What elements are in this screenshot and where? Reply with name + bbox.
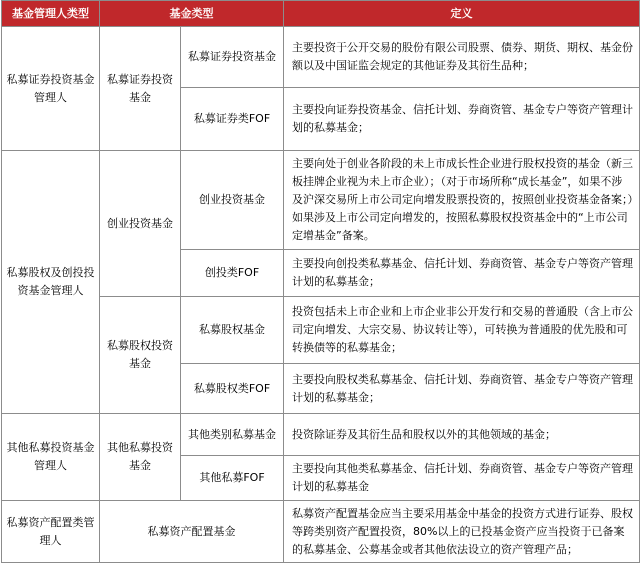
definition-pe-fund: 投资包括未上市企业和上市企业非公开发行和交易的普通股（含上市公司定向增发、大宗交易、协议转让等），可转换为普通股的优先股和可转换债等的私募基金；	[284, 297, 640, 364]
subtype-pe-fund: 私募股权基金	[181, 297, 284, 364]
subtype-other-fof: 其他私募FOF	[181, 456, 284, 501]
definition-pe-fof: 主要投向股权类私募基金、信托计划、券商资管、基金专户等资产管理计划的私募基金；	[284, 364, 640, 414]
subtype-securities-fund: 私募证券投资基金	[181, 27, 284, 88]
definition-securities-fund: 主要投资于公开交易的股份有限公司股票、债券、期货、期权、基金份额以及中国证监会规定的其他证券及其衍生品种；	[284, 27, 640, 88]
definition-other-fund: 投资除证券及其衍生品和股权以外的其他领域的基金；	[284, 414, 640, 456]
manager-type-asset-allocation: 私募资产配置类管理人	[2, 501, 100, 563]
definition-vc-fof: 主要投向创投类私募基金、信托计划、券商资管、基金专户等资产管理计划的私募基金；	[284, 250, 640, 297]
definition-other-fof: 主要投向其他类私募基金、信托计划、券商资管、基金专户等资产管理计划的私募基金	[284, 456, 640, 501]
subtype-vc-fof: 创投类FOF	[181, 250, 284, 297]
table-header-row	[2, 1, 640, 27]
manager-type-securities: 私募证券投资基金管理人	[2, 27, 100, 151]
definition-securities-fof: 主要投向证券投资基金、信托计划、券商资管、基金专户等资产管理计划的私募基金；	[284, 88, 640, 151]
header-definition: 定义	[284, 1, 640, 27]
definition-asset-allocation: 私募资产配置基金应当主要采用基金中基金的投资方式进行证券、股权等跨类别资产配置投资，80%以上的已投基金资产应当投资于已备案的私募基金、公募基金或者其他依法设立的资产管理产品；	[284, 501, 640, 563]
fund-type-asset-allocation: 私募资产配置基金	[100, 501, 284, 563]
manager-type-pe-vc: 私募股权及创投投资基金管理人	[2, 151, 100, 414]
fund-type-other: 其他私募投资基金	[100, 414, 181, 501]
table-row	[2, 151, 640, 250]
subtype-other-fund: 其他类别私募基金	[181, 414, 284, 456]
manager-type-other: 其他私募投资基金管理人	[2, 414, 100, 501]
fund-type-vc: 创业投资基金	[100, 151, 181, 297]
definition-vc-fund: 主要向处于创业各阶段的未上市成长性企业进行股权投资的基金（新三板挂牌企业视为未上市企业）；（对于市场所称“成长基金”，如果不涉及沪深交易所上市公司定向增发股票投资的，按照创业投资基金备案；）如果涉及上市公司定向增发的，按照私募股权投资基金中的“上市公司定增基金”备案。	[284, 151, 640, 250]
subtype-vc-fund: 创业投资基金	[181, 151, 284, 250]
fund-manager-type-table	[1, 0, 640, 563]
subtype-securities-fof: 私募证券类FOF	[181, 88, 284, 151]
fund-type-securities: 私募证券投资基金	[100, 27, 181, 151]
fund-type-pe: 私募股权投资基金	[100, 297, 181, 414]
table-row	[2, 27, 640, 88]
header-manager-type: 基金管理人类型	[2, 1, 100, 27]
table-row	[2, 414, 640, 456]
subtype-pe-fof: 私募股权类FOF	[181, 364, 284, 414]
table-row	[2, 501, 640, 563]
header-fund-type: 基金类型	[100, 1, 284, 27]
